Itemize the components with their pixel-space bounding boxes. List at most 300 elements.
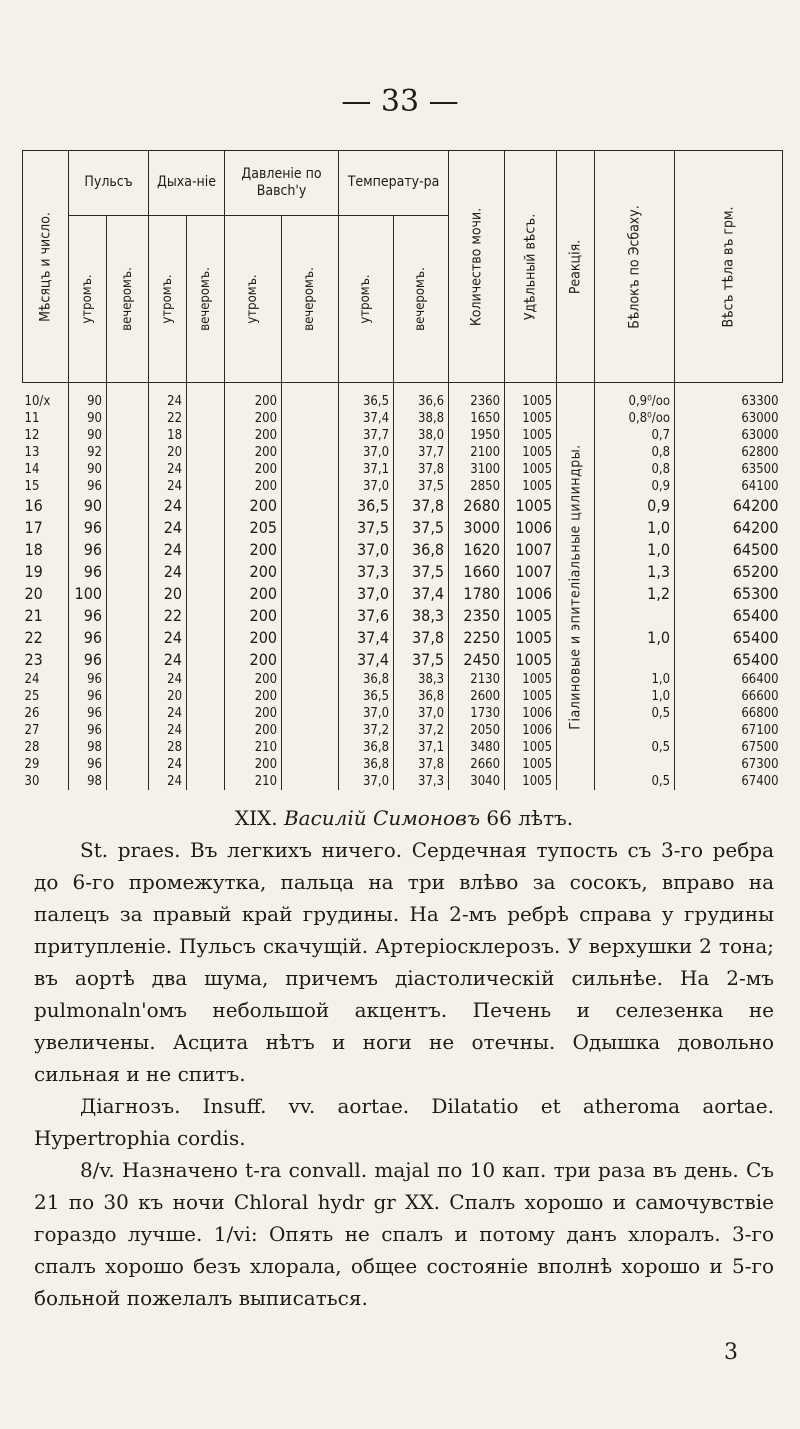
cell-protein: 0,9⁰/oo xyxy=(595,383,675,411)
table-row xyxy=(23,383,783,411)
cell-temp-evening: 37,7 xyxy=(394,444,449,461)
cell-pressure-evening xyxy=(282,671,339,688)
cell-temp-evening: 37,3 xyxy=(394,773,449,790)
cell-date: 21 xyxy=(23,605,69,627)
cell-weight: 63000 xyxy=(741,427,779,443)
header-pulse-morning: утромъ. xyxy=(69,216,107,383)
cell-urine: 1650 xyxy=(449,410,505,427)
cell-temp-evening: 36,6 xyxy=(394,383,449,411)
cell-pressure-evening xyxy=(282,444,339,461)
cell-pulse-evening xyxy=(107,383,149,411)
cell-temp-evening: 36,8 xyxy=(394,539,449,561)
cell-pressure-morning: 200 xyxy=(225,410,282,427)
cell-pulse-evening xyxy=(107,671,149,688)
cell-protein: 1,0 xyxy=(595,539,675,561)
cell-pulse-morning: 96 xyxy=(69,478,107,495)
cell-protein: 0,5 xyxy=(595,705,675,722)
cell-pulse-morning: 90 xyxy=(69,427,107,444)
cell-temp-morning: 37,0 xyxy=(339,478,394,495)
cell-weight: 67500 xyxy=(741,739,779,755)
cell-pressure-morning: 200 xyxy=(225,444,282,461)
table-row xyxy=(23,705,783,722)
cell-pulse-morning: 96 xyxy=(69,671,107,688)
cell-protein: 0,8 xyxy=(595,444,675,461)
header-weight: Вѣсъ тѣла въ грм. xyxy=(675,151,783,383)
cell-date: 16 xyxy=(23,495,69,517)
cell-density: 1005 xyxy=(505,478,557,495)
cell-pressure-evening xyxy=(282,427,339,444)
cell-breath-morning: 24 xyxy=(149,773,187,790)
cell-breath-evening xyxy=(187,627,225,649)
cell-date: 15 xyxy=(23,478,69,495)
cell-urine: 3000 xyxy=(449,517,505,539)
cell-breath-morning: 24 xyxy=(149,495,187,517)
cell-pulse-evening xyxy=(107,410,149,427)
cell-breath-morning: 24 xyxy=(149,383,187,411)
cell-breath-evening xyxy=(187,461,225,478)
cell-protein: 0,8⁰/oo xyxy=(595,410,675,427)
cell-date: 17 xyxy=(23,517,69,539)
cell-urine: 2350 xyxy=(449,605,505,627)
cell-breath-evening xyxy=(187,705,225,722)
header-pulse: Пульсъ xyxy=(69,151,149,216)
cell-density: 1005 xyxy=(505,649,557,671)
cell-weight: 62800 xyxy=(741,444,779,460)
table-row xyxy=(23,722,783,739)
cell-pressure-morning: 200 xyxy=(225,583,282,605)
cell-pulse-morning: 96 xyxy=(69,705,107,722)
cell-protein xyxy=(595,756,675,773)
table-row xyxy=(23,688,783,705)
cell-urine: 1950 xyxy=(449,427,505,444)
cell-pulse-evening xyxy=(107,605,149,627)
cell-urine: 2680 xyxy=(449,495,505,517)
cell-pulse-morning: 96 xyxy=(69,649,107,671)
cell-temp-evening: 37,5 xyxy=(394,561,449,583)
header-breath-evening: вечеромъ. xyxy=(187,216,225,383)
cell-urine: 2250 xyxy=(449,627,505,649)
cell-protein: 1,0 xyxy=(595,688,675,705)
page-number: — 33 — xyxy=(341,84,459,119)
cell-breath-morning: 24 xyxy=(149,722,187,739)
cell-temp-evening: 36,8 xyxy=(394,688,449,705)
cell-breath-evening xyxy=(187,649,225,671)
cell-pressure-evening xyxy=(282,383,339,411)
cell-weight: 63500 xyxy=(741,461,779,477)
cell-temp-evening: 37,4 xyxy=(394,583,449,605)
cell-pressure-morning: 200 xyxy=(225,495,282,517)
cell-temp-morning: 36,5 xyxy=(339,383,394,411)
table-row xyxy=(23,671,783,688)
cell-breath-morning: 24 xyxy=(149,649,187,671)
cell-pulse-morning: 96 xyxy=(69,539,107,561)
cell-temp-evening: 37,8 xyxy=(394,756,449,773)
cell-urine: 1730 xyxy=(449,705,505,722)
cell-pulse-evening xyxy=(107,461,149,478)
header-protein: Бѣлокъ по Эсбаху. xyxy=(595,151,675,383)
cell-breath-evening xyxy=(187,756,225,773)
cell-date: 11 xyxy=(23,410,69,427)
cell-breath-evening xyxy=(187,410,225,427)
cell-pressure-morning: 205 xyxy=(225,517,282,539)
cell-pressure-morning: 200 xyxy=(225,705,282,722)
cell-density: 1007 xyxy=(505,561,557,583)
cell-pressure-morning: 200 xyxy=(225,671,282,688)
cell-pulse-morning: 98 xyxy=(69,739,107,756)
table-row xyxy=(23,561,783,583)
cell-pressure-evening xyxy=(282,756,339,773)
cell-pressure-morning: 200 xyxy=(225,649,282,671)
cell-pulse-evening xyxy=(107,627,149,649)
cell-pulse-morning: 98 xyxy=(69,773,107,790)
cell-breath-evening xyxy=(187,478,225,495)
header-temperature: Температу-ра xyxy=(339,151,449,216)
cell-temp-morning: 37,2 xyxy=(339,722,394,739)
cell-weight: 65200 xyxy=(732,561,779,581)
cell-temp-evening: 38,8 xyxy=(394,410,449,427)
cell-breath-morning: 20 xyxy=(149,583,187,605)
cell-breath-evening xyxy=(187,722,225,739)
cell-breath-morning: 20 xyxy=(149,444,187,461)
cell-breath-evening xyxy=(187,671,225,688)
cell-breath-morning: 22 xyxy=(149,410,187,427)
case-heading: XIX. Василій Симоновъ 66 лѣтъ. xyxy=(234,806,574,830)
cell-pressure-evening xyxy=(282,478,339,495)
cell-pulse-evening xyxy=(107,773,149,790)
cell-weight: 63300 xyxy=(741,393,779,409)
cell-pressure-morning: 200 xyxy=(225,605,282,627)
cell-pressure-evening xyxy=(282,605,339,627)
cell-temp-evening: 37,2 xyxy=(394,722,449,739)
table-row xyxy=(23,478,783,495)
table-row xyxy=(23,444,783,461)
cell-temp-morning: 36,8 xyxy=(339,671,394,688)
cell-pressure-morning: 210 xyxy=(225,773,282,790)
cell-pulse-morning: 90 xyxy=(69,383,107,411)
reaction-note: Гіалиновые и эпителіальные цилиндры. xyxy=(557,383,595,791)
cell-temp-evening: 37,1 xyxy=(394,739,449,756)
header-pressure: Давленіе по Вавсh'у xyxy=(225,151,339,216)
cell-density: 1006 xyxy=(505,517,557,539)
cell-pressure-evening xyxy=(282,627,339,649)
cell-pulse-evening xyxy=(107,444,149,461)
cell-breath-evening xyxy=(187,383,225,411)
cell-pressure-evening xyxy=(282,461,339,478)
cell-pulse-morning: 100 xyxy=(69,583,107,605)
cell-temp-evening: 37,5 xyxy=(394,517,449,539)
cell-protein: 0,8 xyxy=(595,461,675,478)
cell-temp-evening: 38,3 xyxy=(394,605,449,627)
cell-pressure-morning: 200 xyxy=(225,539,282,561)
cell-urine: 3040 xyxy=(449,773,505,790)
cell-temp-morning: 37,6 xyxy=(339,605,394,627)
cell-weight: 66800 xyxy=(741,705,779,721)
table-row xyxy=(23,605,783,627)
cell-weight: 67100 xyxy=(741,722,779,738)
treatment-paragraph: 8/v. Назначено t-ra convall. majal по 10 кап. три раза въ день. Съ 21 по 30 къ ночи Chloral hydr gr XX. Спалъ хорошо и самочувствіе гораздо лучше. 1/vi: Опять не спалъ и потому данъ хлоралъ. 3-го спалъ хорошо безъ хлорала, общее состояніе вполнѣ хорошо и 5-го больной пожелалъ выписаться. xyxy=(34,1158,774,1310)
cell-protein: 0,5 xyxy=(595,739,675,756)
cell-protein: 1,0 xyxy=(595,671,675,688)
cell-weight: 66600 xyxy=(741,688,779,704)
cell-pressure-evening xyxy=(282,495,339,517)
cell-breath-evening xyxy=(187,583,225,605)
cell-pressure-evening xyxy=(282,649,339,671)
cell-urine: 3100 xyxy=(449,461,505,478)
case-text xyxy=(34,802,774,1314)
cell-temp-evening: 37,0 xyxy=(394,705,449,722)
cell-breath-morning: 28 xyxy=(149,739,187,756)
cell-breath-morning: 24 xyxy=(149,461,187,478)
header-temp-evening: вечеромъ. xyxy=(394,216,449,383)
cell-breath-evening xyxy=(187,517,225,539)
cell-protein: 1,0 xyxy=(595,627,675,649)
cell-pressure-morning: 200 xyxy=(225,756,282,773)
cell-date: 30 xyxy=(23,773,69,790)
cell-temp-evening: 37,5 xyxy=(394,478,449,495)
cell-protein: 1,3 xyxy=(595,561,675,583)
cell-protein: 0,5 xyxy=(595,773,675,790)
cell-date: 24 xyxy=(23,671,69,688)
cell-pulse-evening xyxy=(107,688,149,705)
cell-temp-morning: 37,3 xyxy=(339,561,394,583)
cell-urine: 2450 xyxy=(449,649,505,671)
cell-density: 1005 xyxy=(505,427,557,444)
cell-date: 28 xyxy=(23,739,69,756)
cell-urine: 2130 xyxy=(449,671,505,688)
cell-date: 19 xyxy=(23,561,69,583)
cell-weight: 64100 xyxy=(741,478,779,494)
header-pulse-evening: вечеромъ. xyxy=(107,216,149,383)
cell-urine: 1780 xyxy=(449,583,505,605)
cell-weight: 63000 xyxy=(741,410,779,426)
cell-weight: 64200 xyxy=(732,495,779,515)
cell-weight: 64500 xyxy=(732,539,779,559)
cell-density: 1005 xyxy=(505,605,557,627)
cell-breath-evening xyxy=(187,688,225,705)
cell-pressure-evening xyxy=(282,517,339,539)
table-row xyxy=(23,539,783,561)
cell-date: 18 xyxy=(23,539,69,561)
header-reaction: Реакція. xyxy=(557,151,595,383)
cell-temp-evening: 38,3 xyxy=(394,671,449,688)
cell-pulse-morning: 92 xyxy=(69,444,107,461)
cell-temp-morning: 36,8 xyxy=(339,739,394,756)
cell-pressure-evening xyxy=(282,539,339,561)
cell-density: 1005 xyxy=(505,688,557,705)
cell-protein: 0,9 xyxy=(595,495,675,517)
cell-breath-morning: 24 xyxy=(149,705,187,722)
cell-pulse-evening xyxy=(107,722,149,739)
header-pressure-morning: утромъ. xyxy=(225,216,282,383)
cell-breath-evening xyxy=(187,539,225,561)
cell-breath-evening xyxy=(187,427,225,444)
cell-temp-morning: 37,4 xyxy=(339,410,394,427)
cell-pulse-morning: 90 xyxy=(69,495,107,517)
cell-pulse-evening xyxy=(107,739,149,756)
cell-density: 1007 xyxy=(505,539,557,561)
cell-pulse-evening xyxy=(107,478,149,495)
cell-pulse-morning: 96 xyxy=(69,756,107,773)
cell-weight: 65400 xyxy=(732,605,779,625)
cell-pressure-evening xyxy=(282,705,339,722)
cell-urine: 2360 xyxy=(449,383,505,411)
cell-pressure-morning: 200 xyxy=(225,478,282,495)
cell-urine: 1620 xyxy=(449,539,505,561)
cell-density: 1005 xyxy=(505,495,557,517)
cell-temp-morning: 36,8 xyxy=(339,756,394,773)
cell-breath-morning: 24 xyxy=(149,561,187,583)
table-row xyxy=(23,410,783,427)
cell-protein xyxy=(595,605,675,627)
cell-pressure-evening xyxy=(282,561,339,583)
cell-weight: 64200 xyxy=(732,517,779,537)
table-row xyxy=(23,461,783,478)
cell-pulse-evening xyxy=(107,705,149,722)
cell-weight: 65400 xyxy=(732,627,779,647)
cell-temp-morning: 36,5 xyxy=(339,495,394,517)
cell-pressure-morning: 200 xyxy=(225,427,282,444)
status-praesens-paragraph: St. praes. Въ легкихъ ничего. Сердечная тупость съ 3-го ребра до 6-го промежутка, пальца на три влѣво за сосокъ, вправо на палецъ за правый край грудины. На 2-мъ ребрѣ справа у грудины притупленіе. Пульсъ скачущій. Артеріосклерозъ. У верхушки 2 тона; въ аортѣ два шума, причемъ діастолическій сильнѣе. На 2-мъ pulmonaln'омъ небольшой акцентъ. Печень и селезенка не увеличены. Асцита нѣтъ и ноги не отечны. Одышка довольно сильная и не спитъ. xyxy=(34,838,774,1086)
cell-temp-morning: 37,0 xyxy=(339,583,394,605)
cell-pressure-evening xyxy=(282,688,339,705)
cell-temp-evening: 37,8 xyxy=(394,627,449,649)
cell-temp-morning: 37,0 xyxy=(339,773,394,790)
cell-date: 25 xyxy=(23,688,69,705)
cell-pressure-morning: 200 xyxy=(225,688,282,705)
cell-breath-morning: 24 xyxy=(149,539,187,561)
cell-protein: 1,0 xyxy=(595,517,675,539)
signature-mark: 3 xyxy=(724,1340,738,1365)
header-breath: Дыха-ніе xyxy=(149,151,225,216)
cell-temp-evening: 38,0 xyxy=(394,427,449,444)
cell-temp-morning: 37,7 xyxy=(339,427,394,444)
cell-pressure-morning: 200 xyxy=(225,383,282,411)
cell-pressure-morning: 200 xyxy=(225,627,282,649)
cell-density: 1005 xyxy=(505,756,557,773)
cell-urine: 3480 xyxy=(449,739,505,756)
cell-temp-evening: 37,5 xyxy=(394,649,449,671)
cell-breath-morning: 24 xyxy=(149,517,187,539)
cell-pulse-morning: 96 xyxy=(69,605,107,627)
cell-temp-morning: 37,0 xyxy=(339,705,394,722)
cell-pulse-morning: 96 xyxy=(69,688,107,705)
cell-breath-evening xyxy=(187,561,225,583)
cell-pressure-morning: 200 xyxy=(225,722,282,739)
cell-density: 1005 xyxy=(505,739,557,756)
cell-pressure-evening xyxy=(282,583,339,605)
cell-pulse-evening xyxy=(107,517,149,539)
cell-date: 12 xyxy=(23,427,69,444)
cell-breath-evening xyxy=(187,444,225,461)
cell-density: 1006 xyxy=(505,705,557,722)
header-density: Удѣльный вѣсъ. xyxy=(505,151,557,383)
cell-breath-evening xyxy=(187,773,225,790)
cell-protein: 0,7 xyxy=(595,427,675,444)
cell-temp-morning: 36,5 xyxy=(339,688,394,705)
diagnosis-paragraph: Діагнозъ. Insuff. vv. aortae. Dilatatio et atheroma aortae. Hypertrophia cordis. xyxy=(34,1094,774,1150)
cell-weight: 65300 xyxy=(732,583,779,603)
table-row xyxy=(23,756,783,773)
cell-pulse-evening xyxy=(107,427,149,444)
cell-date: 29 xyxy=(23,756,69,773)
table-row xyxy=(23,627,783,649)
header-date: Мѣсяцъ и число. xyxy=(23,151,69,383)
cell-breath-morning: 18 xyxy=(149,427,187,444)
cell-breath-morning: 20 xyxy=(149,688,187,705)
cell-protein xyxy=(595,722,675,739)
cell-date: 10/x xyxy=(23,383,69,411)
cell-density: 1005 xyxy=(505,627,557,649)
table-row xyxy=(23,773,783,790)
cell-temp-morning: 37,0 xyxy=(339,539,394,561)
table-row xyxy=(23,649,783,671)
cell-pulse-evening xyxy=(107,495,149,517)
cell-urine: 1660 xyxy=(449,561,505,583)
cell-temp-evening: 37,8 xyxy=(394,495,449,517)
cell-breath-evening xyxy=(187,739,225,756)
cell-pulse-morning: 90 xyxy=(69,461,107,478)
cell-date: 23 xyxy=(23,649,69,671)
cell-density: 1005 xyxy=(505,671,557,688)
cell-breath-morning: 24 xyxy=(149,671,187,688)
cell-breath-morning: 24 xyxy=(149,756,187,773)
cell-protein: 1,2 xyxy=(595,583,675,605)
cell-breath-evening xyxy=(187,495,225,517)
cell-breath-morning: 22 xyxy=(149,605,187,627)
cell-weight: 67400 xyxy=(741,773,779,789)
cell-pressure-evening xyxy=(282,410,339,427)
cell-weight: 66400 xyxy=(741,671,779,687)
cell-urine: 2850 xyxy=(449,478,505,495)
cell-pressure-evening xyxy=(282,722,339,739)
cell-temp-morning: 37,1 xyxy=(339,461,394,478)
table-row xyxy=(23,495,783,517)
cell-temp-morning: 37,5 xyxy=(339,517,394,539)
cell-protein: 0,9 xyxy=(595,478,675,495)
cell-breath-morning: 24 xyxy=(149,627,187,649)
cell-pressure-morning: 210 xyxy=(225,739,282,756)
table-row xyxy=(23,517,783,539)
cell-date: 22 xyxy=(23,627,69,649)
cell-density: 1005 xyxy=(505,773,557,790)
cell-urine: 2050 xyxy=(449,722,505,739)
cell-pressure-morning: 200 xyxy=(225,561,282,583)
cell-temp-morning: 37,4 xyxy=(339,649,394,671)
cell-date: 27 xyxy=(23,722,69,739)
cell-pulse-evening xyxy=(107,539,149,561)
observations-table xyxy=(22,150,783,790)
cell-pulse-morning: 96 xyxy=(69,561,107,583)
cell-pulse-evening xyxy=(107,756,149,773)
cell-temp-evening: 37,8 xyxy=(394,461,449,478)
cell-date: 26 xyxy=(23,705,69,722)
cell-pressure-evening xyxy=(282,773,339,790)
cell-breath-morning: 24 xyxy=(149,478,187,495)
cell-urine: 2100 xyxy=(449,444,505,461)
header-urine: Количество мочи. xyxy=(449,151,505,383)
cell-pulse-morning: 90 xyxy=(69,410,107,427)
cell-date: 20 xyxy=(23,583,69,605)
cell-pulse-evening xyxy=(107,561,149,583)
cell-weight: 67300 xyxy=(741,756,779,772)
cell-temp-morning: 37,0 xyxy=(339,444,394,461)
cell-pressure-evening xyxy=(282,739,339,756)
cell-pulse-morning: 96 xyxy=(69,722,107,739)
cell-weight: 65400 xyxy=(732,649,779,669)
cell-pulse-evening xyxy=(107,649,149,671)
cell-protein xyxy=(595,649,675,671)
cell-pulse-evening xyxy=(107,583,149,605)
